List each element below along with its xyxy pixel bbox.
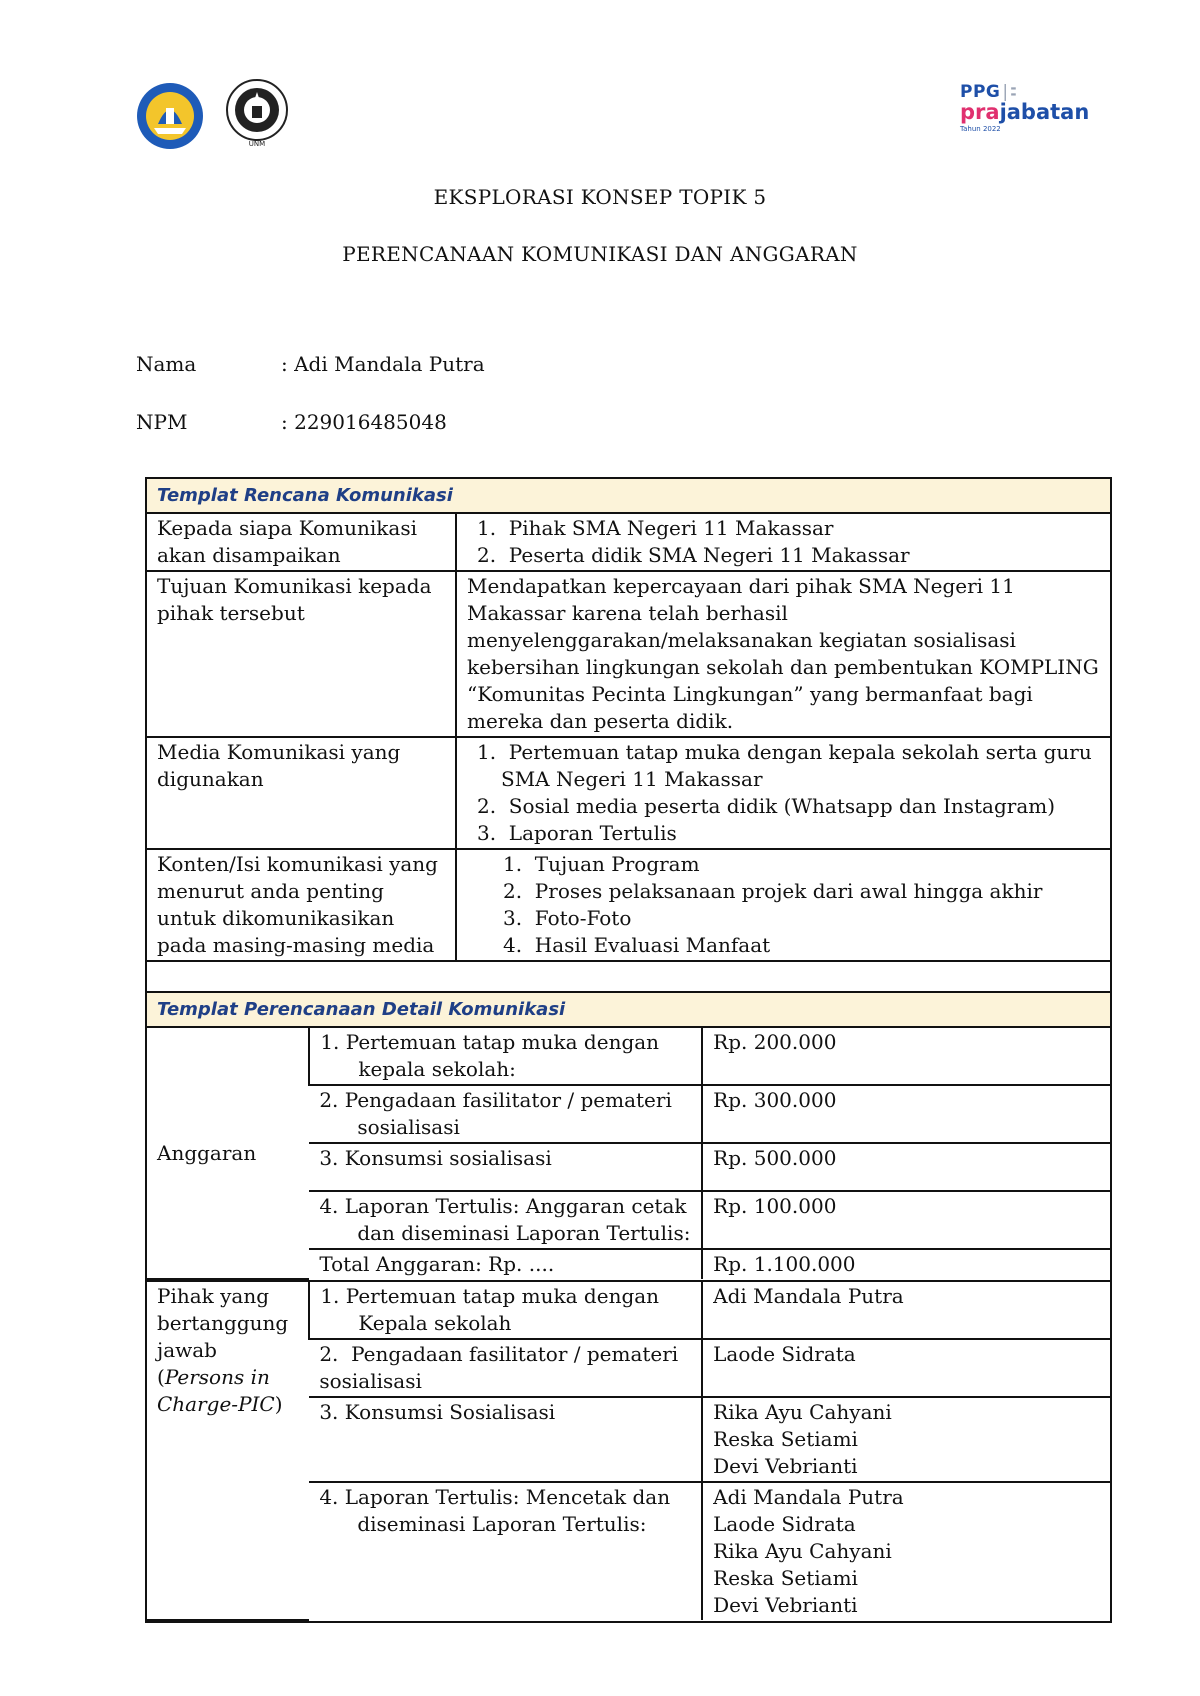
budget-total-amount: Rp. 1.100.000 — [702, 1249, 1110, 1279]
table-row — [146, 849, 1111, 961]
list-item: 4. Hasil Evaluasi Manfaat — [503, 933, 771, 957]
comm-plan-header: Templat Rencana Komunikasi — [146, 478, 1111, 513]
page-title: EKSPLORASI KONSEP TOPIK 5 — [433, 185, 767, 209]
person-name: Devi Vebrianti — [713, 1454, 858, 1478]
row-content — [456, 849, 1111, 961]
budget-amount: Rp. 100.000 — [702, 1191, 1110, 1249]
name-row — [136, 352, 485, 376]
list-item: 2. Peserta didik SMA Negeri 11 Makassar — [477, 543, 910, 567]
pic-item: 1. Pertemuan tatap muka dengan Kepala sekolah — [320, 1284, 660, 1335]
pic-item: 4. Laporan Tertulis: Mencetak dan diseminasi Laporan Tertulis: — [319, 1485, 671, 1536]
pic-people — [702, 1339, 1110, 1397]
pic-table — [147, 1282, 1110, 1621]
unm-logo — [224, 76, 290, 148]
person-name: Devi Vebrianti — [713, 1593, 858, 1617]
person-name: Rika Ayu Cahyani — [713, 1539, 892, 1563]
person-name: Rika Ayu Cahyani — [713, 1400, 892, 1424]
list-item: 3. Laporan Tertulis — [477, 821, 677, 845]
row-label: Tujuan Komunikasi kepada pihak tersebut — [146, 571, 456, 737]
person-name: Adi Mandala Putra — [713, 1485, 904, 1509]
row-label: Media Komunikasi yang digunakan — [146, 737, 456, 849]
npm-label: NPM — [136, 410, 188, 434]
list-item: 1. Pertemuan tatap muka dengan kepala sekolah serta guru SMA Negeri 11 Makassar — [477, 740, 1092, 791]
person-name: Reska Setiami — [713, 1427, 858, 1451]
budget-amount: Rp. 300.000 — [702, 1085, 1110, 1143]
person-name: Laode Sidrata — [713, 1512, 856, 1536]
budget-item: 1. Pertemuan tatap muka dengan kepala sekolah: — [320, 1030, 660, 1081]
pic-people — [702, 1482, 1110, 1620]
list-item: 3. Foto-Foto — [503, 906, 632, 930]
budget-label: Anggaran — [147, 1028, 309, 1279]
table-row — [146, 737, 1111, 849]
person-name: Adi Mandala Putra — [713, 1284, 904, 1308]
name-label: Nama — [136, 352, 197, 376]
row-content — [456, 513, 1111, 571]
row-label: Kepada siapa Komunikasi akan disampaikan — [146, 513, 456, 571]
row-content — [456, 737, 1111, 849]
pic-people — [702, 1282, 1110, 1339]
budget-item: 2. Pengadaan fasilitator / pemateri sosialisasi — [319, 1088, 672, 1139]
budget-amount: Rp. 200.000 — [702, 1028, 1110, 1085]
pic-people — [702, 1397, 1110, 1482]
budget-amount: Rp. 500.000 — [702, 1143, 1110, 1191]
npm-row — [136, 410, 447, 434]
detail-plan-header: Templat Perencanaan Detail Komunikasi — [146, 992, 1111, 1027]
table-row — [147, 1282, 1110, 1339]
list-item: 1. Pihak SMA Negeri 11 Makassar — [477, 516, 834, 540]
page-subtitle: PERENCANAAN KOMUNIKASI DAN ANGGARAN — [342, 242, 858, 266]
person-name: Reska Setiami — [713, 1566, 858, 1590]
list-item: 2. Sosial media peserta didik (Whatsapp dan Instagram) — [477, 794, 1056, 818]
budget-item: 3. Konsumsi sosialisasi — [319, 1146, 552, 1170]
list-item: 1. Tujuan Program — [503, 852, 700, 876]
budget-table — [147, 1028, 1110, 1280]
pic-item: 3. Konsumsi Sosialisasi — [319, 1400, 556, 1424]
row-label: Konten/Isi komunikasi yang menurut anda penting untuk dikomunikasikan pada masing-masing media — [146, 849, 456, 961]
spacer-row — [146, 961, 1111, 992]
person-name: Laode Sidrata — [713, 1342, 856, 1366]
table-row — [146, 571, 1111, 737]
pic-item: 2. Pengadaan fasilitator / pemateri sosialisasi — [319, 1342, 679, 1393]
budget-item: 4. Laporan Tertulis: Anggaran cetak dan diseminasi Laporan Tertulis: — [319, 1194, 691, 1245]
pic-label: Pihak yang bertanggung jawab (Persons in Charge-PIC) — [147, 1282, 309, 1620]
header-logos — [0, 72, 1200, 162]
row-content: Mendapatkan kepercayaan dari pihak SMA Negeri 11 Makassar karena telah berhasil menyelenggarakan/melaksanakan kegiatan sosialisasi kebersihan lingkungan sekolah dan pembentukan KOMPLING “Komunitas Pecinta Lingkungan” yang bermanfaat bagi mereka dan peserta didik. — [456, 571, 1111, 737]
plan-table — [145, 477, 1112, 1623]
table-row — [147, 1028, 1110, 1085]
pic-label-main: Pihak yang bertanggung jawab — [157, 1284, 289, 1362]
pic-label-italic: Persons in Charge-PIC — [157, 1365, 275, 1416]
budget-total-label: Total Anggaran: Rp. .... — [319, 1252, 555, 1276]
pic-section — [146, 1281, 1111, 1622]
ppg-prajabatan-logo: PPG | ▬ ▬ prajabatan Tahun 2022 — [960, 82, 1090, 133]
npm-value: : 229016485048 — [281, 410, 447, 434]
table-row — [146, 513, 1111, 571]
budget-section — [146, 1027, 1111, 1281]
svg-text:UNM: UNM — [248, 140, 266, 148]
list-item: 2. Proses pelaksanaan projek dari awal hingga akhir — [503, 879, 1043, 903]
kemdikbud-logo — [136, 78, 204, 154]
name-value: : Adi Mandala Putra — [281, 352, 485, 376]
